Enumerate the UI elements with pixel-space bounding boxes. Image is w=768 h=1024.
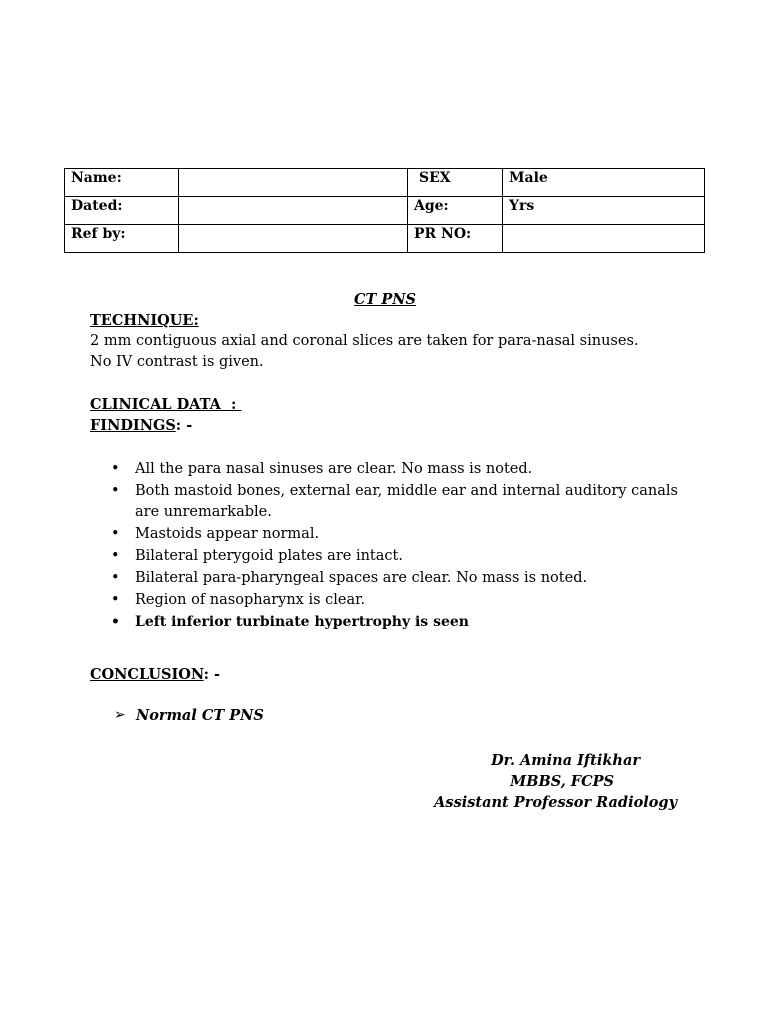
signature-name: Dr. Amina Iftikhar: [491, 752, 640, 769]
report-title-text: CT PNS: [353, 291, 416, 308]
sex-label: SEX: [408, 169, 503, 197]
clinical-data-label: CLINICAL DATA: [90, 396, 221, 413]
report-title: [0, 291, 768, 308]
sex-value: Male: [503, 169, 705, 197]
pr-no-label: PR NO:: [408, 225, 503, 253]
list-item: • Both mastoid bones, external ear, middle ear and internal auditory canals are unremarkable.: [111, 483, 678, 520]
table-row: [65, 169, 705, 197]
list-item: • All the para nasal sinuses are clear. No mass is noted.: [111, 461, 533, 477]
findings-suffix: : -: [175, 417, 193, 434]
list-item: • Bilateral para-pharyngeal spaces are clear. No mass is noted.: [111, 570, 588, 586]
dated-value: [179, 197, 408, 225]
finding-text: All the para nasal sinuses are clear. No mass is noted.: [135, 461, 533, 477]
signature-degrees: MBBS, FCPS: [510, 773, 614, 790]
finding-text: Both mastoid bones, external ear, middle ear and internal auditory canals are unremarkable.: [135, 483, 678, 520]
findings-label: FINDINGS: [90, 417, 176, 434]
list-item: • Left inferior turbinate hypertrophy is seen: [111, 614, 469, 630]
conclusion-suffix: : -: [203, 666, 221, 683]
conclusion-heading: [90, 666, 220, 683]
finding-text: Bilateral para-pharyngeal spaces are clear. No mass is noted.: [135, 570, 588, 586]
conclusion-item: Normal CT PNS: [136, 707, 264, 724]
ref-by-value: [179, 225, 408, 253]
table-row: [65, 197, 705, 225]
arrow-bullet-icon: ➢: [114, 707, 126, 723]
patient-info-table: [64, 168, 705, 253]
age-label: Age:: [408, 197, 503, 225]
ref-by-label: Ref by:: [65, 225, 179, 253]
conclusion-label: CONCLUSION: [90, 666, 204, 683]
table-row: [65, 225, 705, 253]
technique-line-2: No IV contrast is given.: [90, 354, 264, 370]
finding-text: Region of nasopharynx is clear.: [135, 592, 366, 608]
clinical-data-heading: [90, 396, 241, 413]
name-value: [179, 169, 408, 197]
list-item: • Mastoids appear normal.: [111, 526, 320, 542]
signature-designation: Assistant Professor Radiology: [434, 794, 677, 811]
name-label: Name:: [65, 169, 179, 197]
list-item: • Region of nasopharynx is clear.: [111, 592, 366, 608]
finding-text: Bilateral pterygoid plates are intact.: [135, 548, 403, 564]
list-item: • Bilateral pterygoid plates are intact.: [111, 548, 403, 564]
pr-no-value: [503, 225, 705, 253]
technique-heading: TECHNIQUE:: [90, 312, 199, 329]
findings-list: [90, 459, 678, 634]
findings-heading: [90, 417, 192, 434]
age-value: Yrs: [503, 197, 705, 225]
finding-text: Left inferior turbinate hypertrophy is seen: [135, 614, 469, 630]
finding-text: Mastoids appear normal.: [135, 526, 320, 542]
dated-label: Dated:: [65, 197, 179, 225]
technique-line-1: 2 mm contiguous axial and coronal slices are taken for para-nasal sinuses.: [90, 333, 639, 349]
clinical-data-colon: :: [220, 396, 237, 413]
